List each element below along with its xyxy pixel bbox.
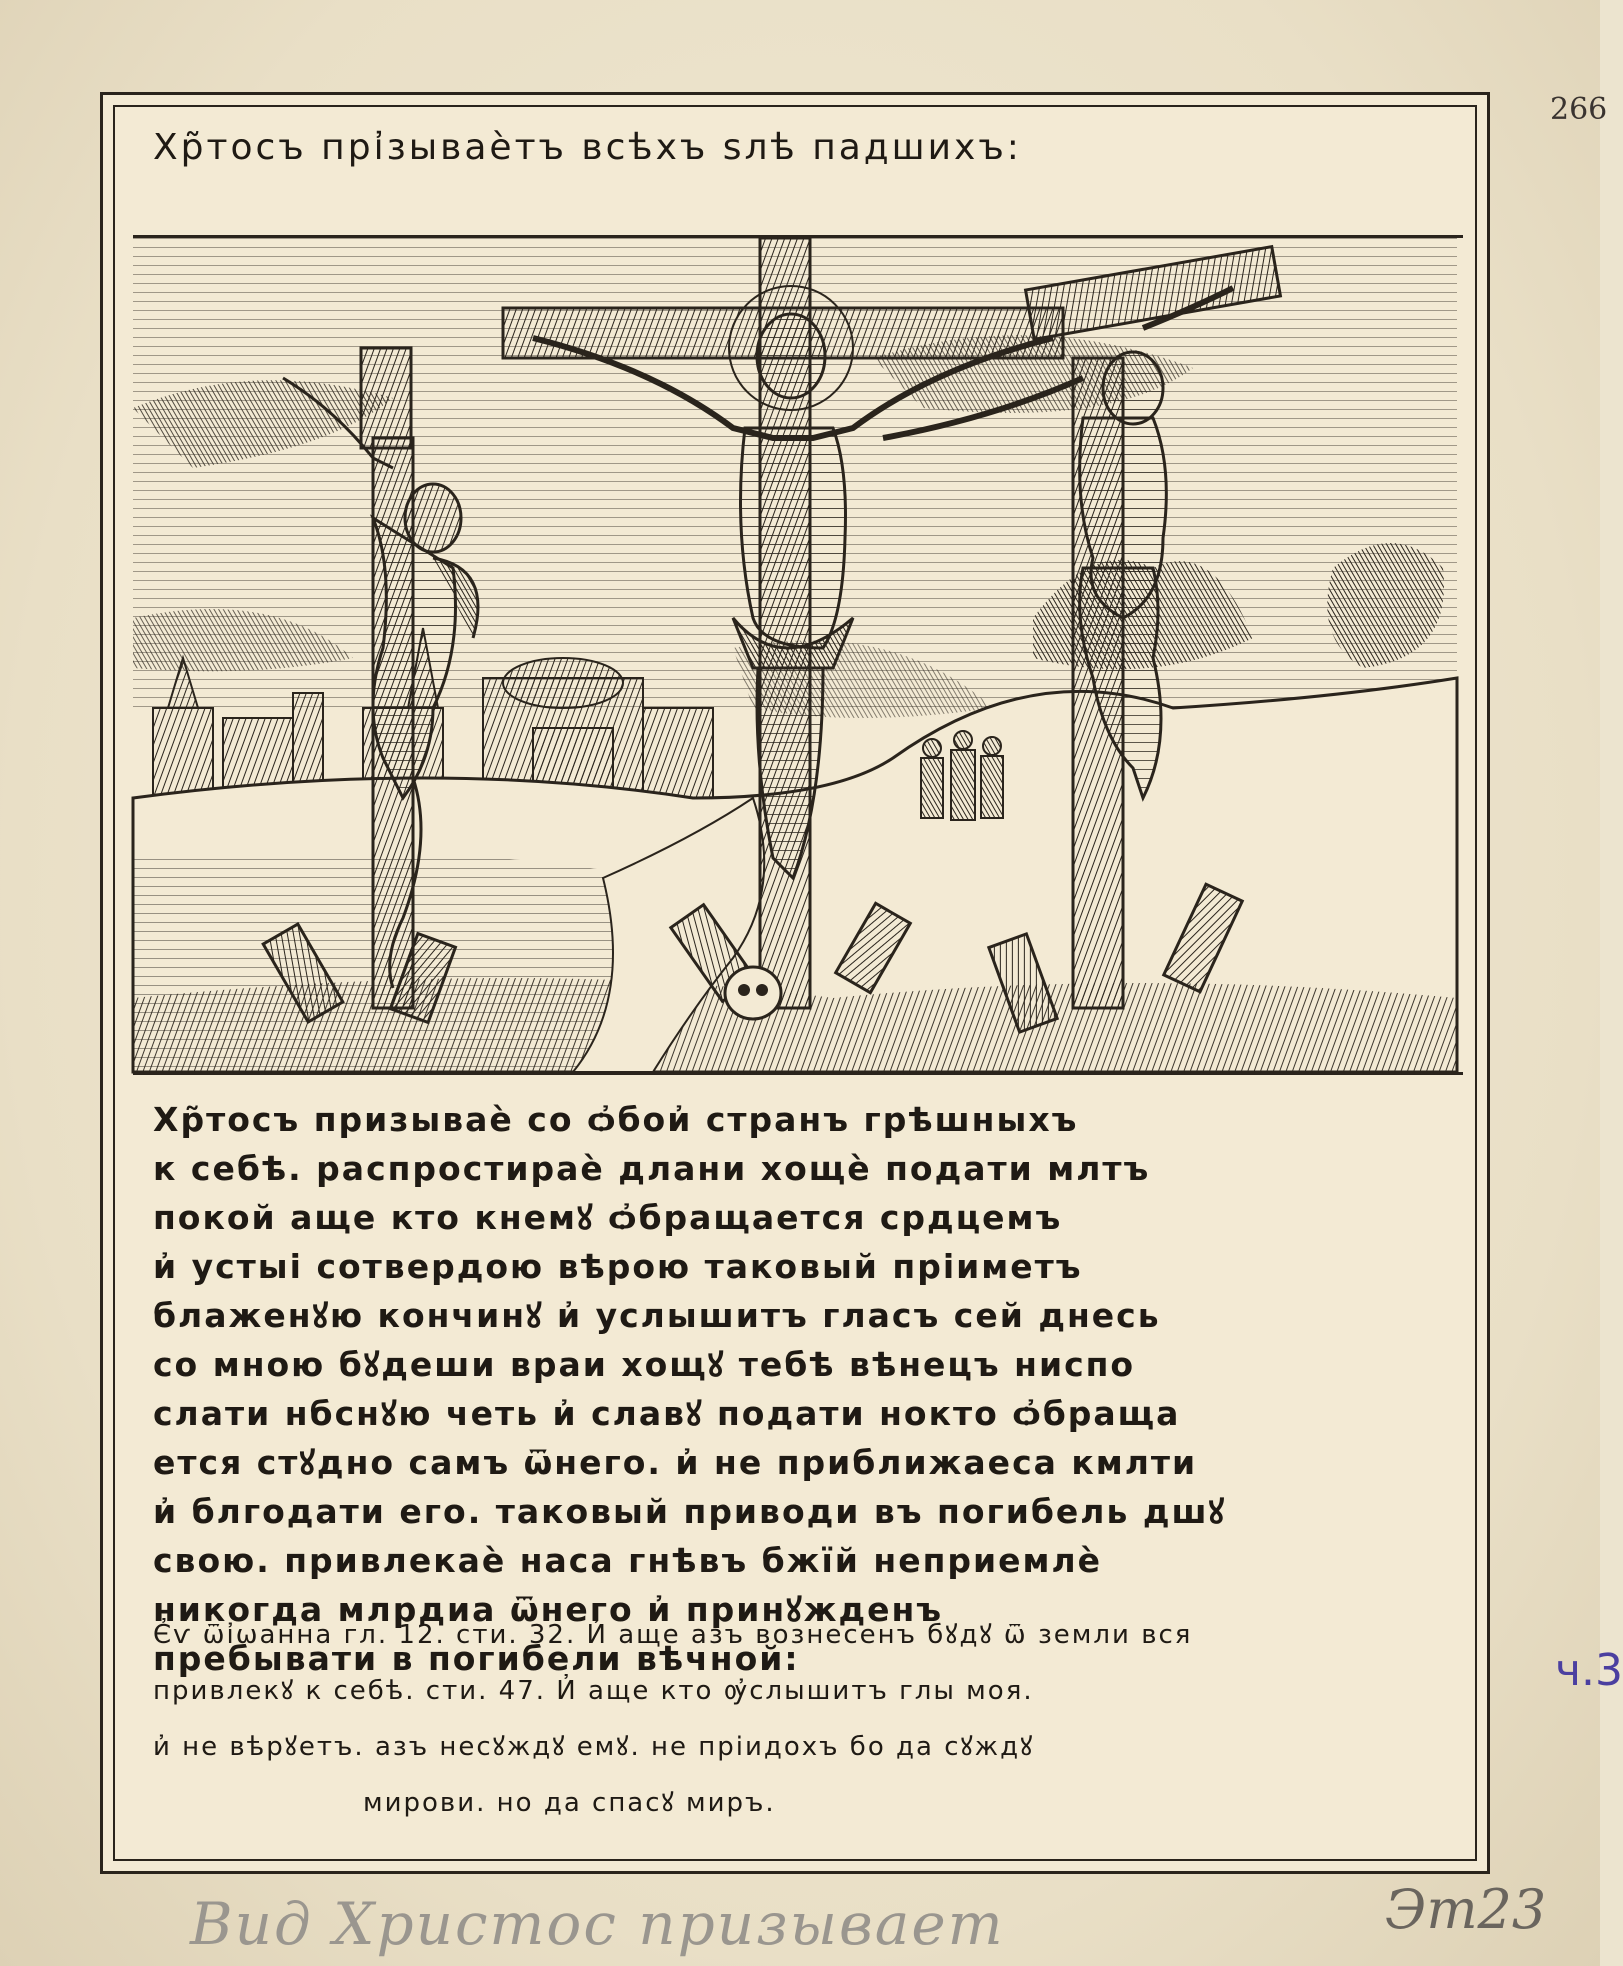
text-line: слати нбснꙋю четь и҆ славꙋ подати нокто ѻ҆браща — [153, 1394, 1181, 1433]
inventory-mark: Эт23 — [1385, 1878, 1547, 1941]
text-line: пребывати в погибели вѣчной: — [153, 1639, 800, 1678]
crucifixion-engraving — [133, 235, 1463, 1075]
text-line: к себѣ. распростираѐ длани хощѐ подати млтъ — [153, 1149, 1151, 1188]
handwritten-caption: Вид Христос призывает — [190, 1890, 1005, 1958]
lubok-print — [100, 92, 1490, 1874]
text-line: ется стꙋдно самъ ѿнего. и҆ не приближаеса кмлти — [153, 1443, 1198, 1482]
citation-line: привлекꙋ к себѣ. сти. 47. И҆ аще кто ѹ҆слышитъ глы моя. — [153, 1676, 1034, 1706]
text-line: Хр̃тосъ призываѐ со ѻ҆бои҆ странъ грѣшныхъ — [153, 1100, 1079, 1139]
text-line: покой аще кто кнемꙋ ѻ҆бращается срдцемъ — [153, 1198, 1063, 1237]
crucifixion-engraving-icon — [133, 238, 1457, 1072]
text-line: никогда млрдиа ѿнего и҆ принꙋжденъ — [153, 1590, 944, 1629]
text-line: и҆ блгодати его. таковый приводи въ погибель дшꙋ — [153, 1492, 1227, 1531]
text-line: свою. привлекаѐ наса гнѣвъ бжїй неприемлѐ — [153, 1541, 1103, 1580]
text-line: со мною бꙋдеши враи хощꙋ тебѣ вѣнецъ ниспо — [153, 1345, 1136, 1384]
text-line: и҆ устыі сотвердою вѣрою таковый пріиметъ — [153, 1247, 1083, 1286]
main-text — [153, 1095, 1443, 1683]
scripture-citation — [153, 1607, 1443, 1831]
citation-line: и҆ не вѣрꙋетъ. азъ несꙋждꙋ емꙋ. не пріидохъ бо да сꙋждꙋ — [153, 1732, 1035, 1762]
citation-line: мирови. но да спасꙋ миръ. — [363, 1788, 776, 1818]
text-line: блаженꙋю кончинꙋ и҆ услышитъ гласъ сей днесь — [153, 1296, 1161, 1335]
page-number: 266 — [1550, 92, 1608, 127]
citation-line: Є҆ѵ ѿі҆ѡанна гл. 12. сти. 32. И҆ аще азъ вознесенъ бꙋдꙋ ѿ земли вся — [153, 1620, 1193, 1650]
print-title: Хр̃тосъ прі҆зываѐтъ всѣхъ ѕлѣ падшихъ: — [153, 127, 1022, 168]
margin-mark: ч.3 — [1555, 1645, 1623, 1696]
